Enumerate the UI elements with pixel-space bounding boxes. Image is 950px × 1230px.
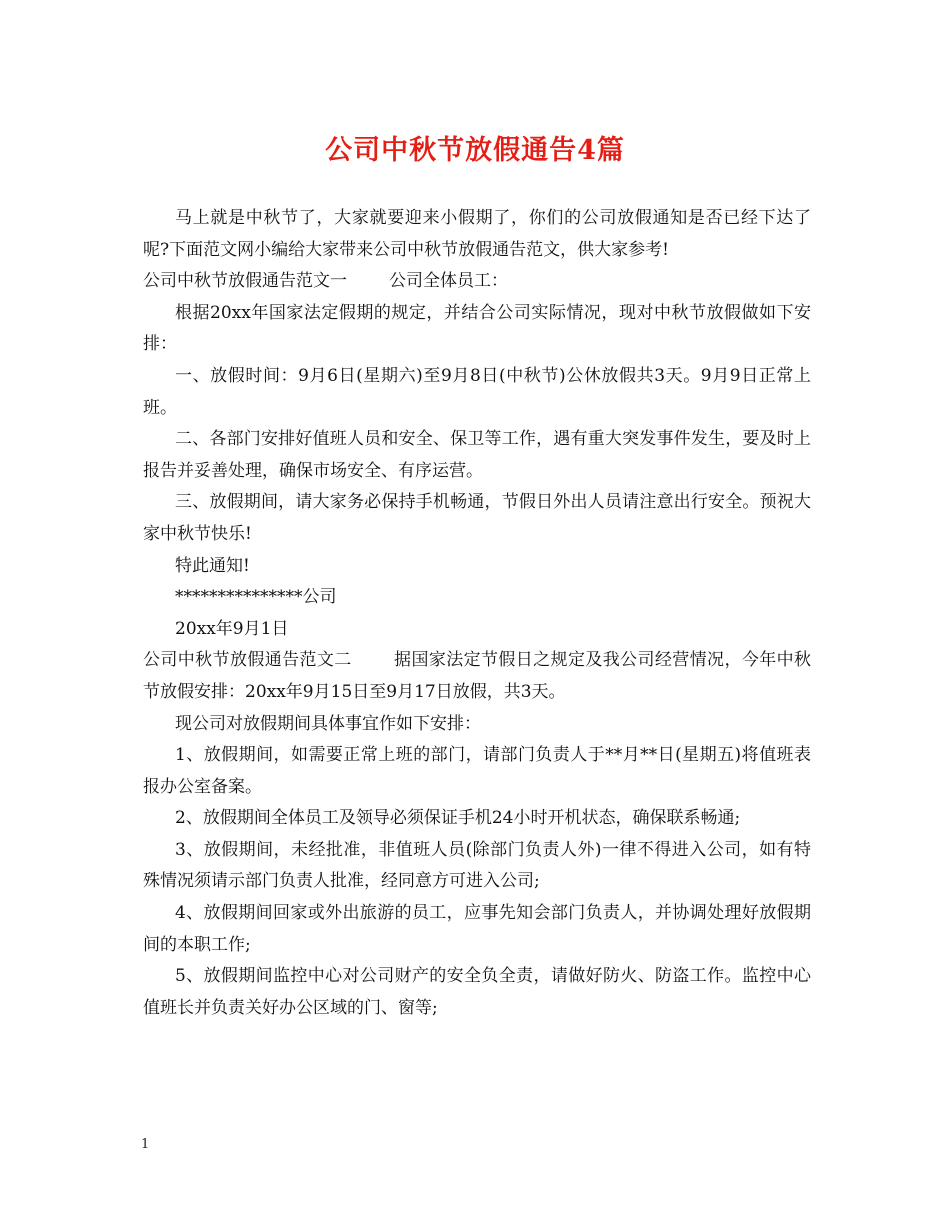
paragraph-item-2: 二、各部门安排好值班人员和安全、保卫等工作，遇有重大突发事件发生，要及时上报告并妥善处理，确保市场安全、有序运营。 (143, 429, 811, 481)
section-one-salutation: 公司全体员工： (389, 271, 508, 292)
notice-date: 20xx年9月1日 (175, 618, 289, 639)
list-item-3: 3、放假期间，未经批准，非值班人员(除部门负责人外)一律不得进入公司，如有特殊情况须请示部门负责人批准，经同意方可进入公司; (143, 839, 811, 892)
section-one-line (143, 266, 811, 298)
list-item-5: 5、放假期间监控中心对公司财产的安全负全责，请做好防火、防盗工作。监控中心值班长并负责关好办公区域的门、窗等; (143, 966, 811, 1018)
document-title: 公司中秋节放假通告4篇 (325, 135, 625, 166)
section-two-heading: 公司中秋节放假通告范文二 (143, 650, 352, 671)
list-item-1: 1、放假期间，如需要正常上班的部门，请部门负责人于**月**日(星期五)将值班表报办公室备案。 (143, 745, 811, 797)
paragraph-basis: 根据20xx年国家法定假期的规定，并结合公司实际情况，现对中秋节放假做如下安排： (143, 302, 811, 355)
company-signature: ***************公司 (175, 587, 337, 608)
paragraph-item-1: 一、放假时间：9月6日(星期六)至9月8日(中秋节)公休放假共3天。9月9日正常上班。 (143, 365, 811, 418)
list-item-4: 4、放假期间回家或外出旅游的员工，应事先知会部门负责人，并协调处理好放假期间的本职工作; (143, 903, 811, 955)
document-body (143, 203, 811, 1024)
paragraph-item-3: 三、放假期间，请大家务必保持手机畅通，节假日外出人员请注意出行安全。预祝大家中秋节快乐! (143, 492, 811, 544)
notice-closing: 特此通知! (175, 555, 250, 576)
section-two-paragraph (143, 645, 811, 708)
paragraph-arrangement: 现公司对放假期间具体事宜作如下安排： (175, 713, 481, 734)
page-number: 1 (141, 1137, 150, 1152)
section-one-heading: 公司中秋节放假通告范文一 (143, 271, 347, 292)
list-item-2: 2、放假期间全体员工及领导必须保证手机24小时开机状态，确保联系畅通; (175, 808, 741, 829)
section-two-text: 据国家法定节假日之规定及我公司经营情况，今年中秋节放假安排：20xx年9月15日至9月17日放假，共3天。 (143, 650, 812, 702)
intro-paragraph: 马上就是中秋节了，大家就要迎来小假期了，你们的公司放假通知是否已经下达了呢?下面范文网小编给大家带来公司中秋节放假通告范文，供大家参考! (143, 208, 811, 260)
